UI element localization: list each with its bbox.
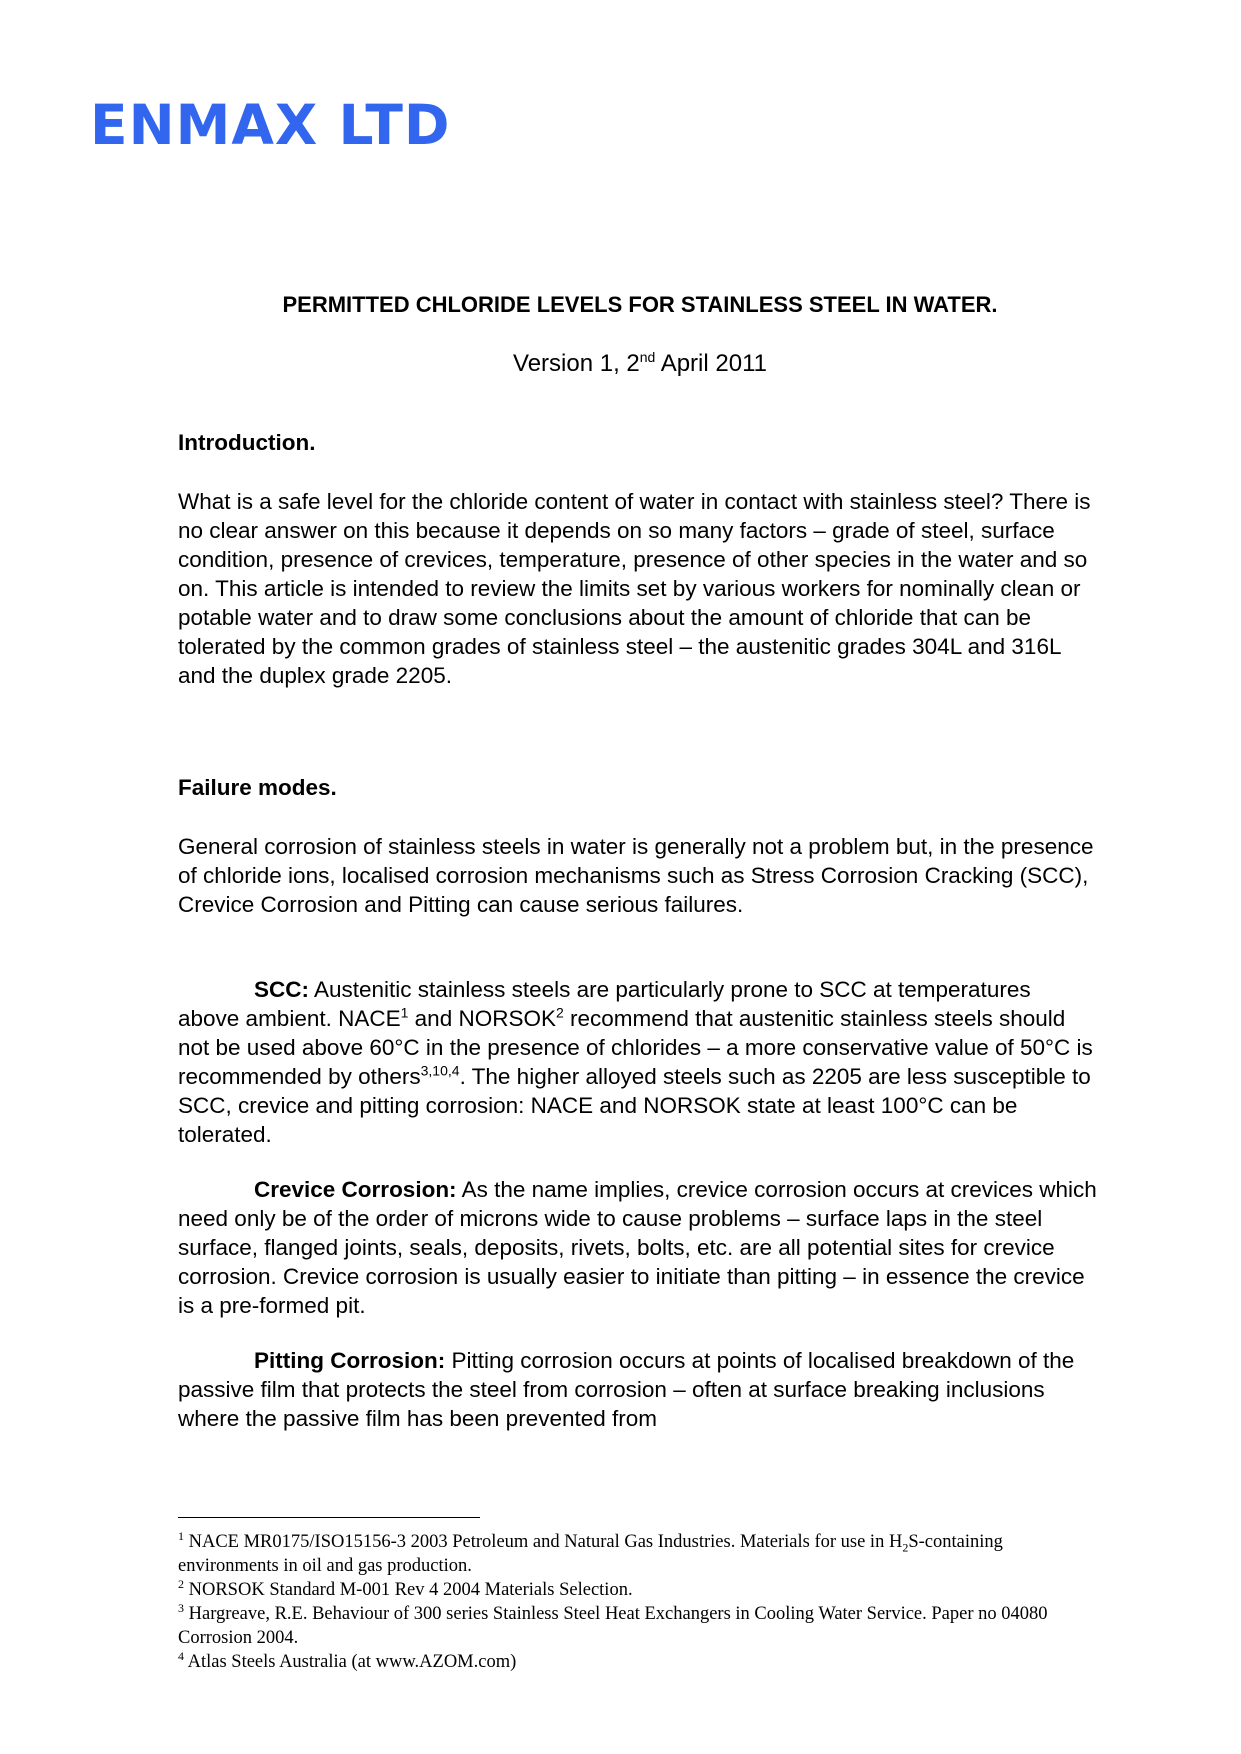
pitting-text: Pitting corrosion occurs at points of localised breakdown of the passive film that protects the steel from corrosion – often at surface breaking inclusions where the passive film has been prevented from	[178, 1348, 1075, 1431]
crevice-label: Crevice Corrosion:	[254, 1177, 457, 1202]
footnote-number: 4	[178, 1648, 184, 1663]
failure-modes-heading: Failure modes.	[178, 775, 337, 800]
footnote-number: 2	[178, 1576, 184, 1591]
document-version	[0, 350, 1241, 378]
footnote-text: Atlas Steels Australia (at www.AZOM.com)	[184, 1652, 517, 1672]
version-prefix: Version 1, 2	[513, 350, 640, 377]
footnote-text: Hargreave, R.E. Behaviour of 300 series Stainless Steel Heat Exchangers in Cooling Water Service. Paper no 04080 Corrosion 2004.	[178, 1604, 1048, 1648]
footnote-ref-2[interactable]: 2	[555, 1004, 564, 1021]
version-suffix: April 2011	[655, 350, 767, 377]
scc-text-4: . The higher alloyed steels such as 2205 are less susceptible to SCC, crevice and pitting corrosion: NACE and NORSOK state at least 100°C can be tolerated.	[178, 1064, 1091, 1147]
scc-text-2: and NORSOK	[408, 1006, 556, 1031]
scc-text-1: Austenitic stainless steels are particularly prone to SCC at temperatures above ambient. NACE	[178, 977, 1031, 1031]
crevice-paragraph	[178, 1175, 1098, 1320]
footnote-3	[178, 1602, 1098, 1650]
footnote-subscript: 2	[902, 1540, 909, 1555]
footnote-ref-3-10-4[interactable]: 3,10,4	[420, 1062, 460, 1079]
introduction-paragraph: What is a safe level for the chloride content of water in contact with stainless steel? There is no clear answer on this because it depends on so many factors – grade of steel, surface condition, presence of crevices, temperature, presence of other species in the water and so on. This article is intended to review the limits set by various workers for nominally clean or potable water and to draw some conclusions about the amount of chloride that can be tolerated by the common grades of stainless steel – the austenitic grades 304L and 316L and the duplex grade 2205.	[178, 489, 1091, 688]
failure-modes-paragraph: General corrosion of stainless steels in water is generally not a problem but, in the presence of chloride ions, localised corrosion mechanisms such as Stress Corrosion Cracking (SCC), Crevice Corrosion and Pitting can cause serious failures.	[178, 834, 1094, 917]
introduction-heading: Introduction.	[178, 430, 316, 455]
pitting-paragraph	[178, 1346, 1098, 1433]
footnote-ref-1[interactable]: 1	[400, 1004, 409, 1021]
company-logo: ENMAX LTD	[90, 93, 451, 157]
version-ordinal: nd	[639, 349, 656, 365]
footnote-2	[178, 1578, 1098, 1602]
footnote-text: S-containing environments in oil and gas production.	[178, 1532, 1003, 1576]
footnotes	[178, 1530, 1098, 1674]
pitting-label: Pitting Corrosion:	[254, 1348, 446, 1373]
footnote-text: NACE MR0175/ISO15156-3 2003 Petroleum and Natural Gas Industries. Materials for use in H	[184, 1532, 903, 1552]
document-title: PERMITTED CHLORIDE LEVELS FOR STAINLESS STEEL IN WATER.	[282, 292, 998, 317]
scc-paragraph	[178, 975, 1098, 1149]
footnote-1	[178, 1530, 1098, 1578]
footnote-number: 3	[178, 1600, 184, 1615]
footnote-4	[178, 1650, 1098, 1674]
footnote-separator	[178, 1517, 480, 1518]
footnote-text: NORSOK Standard M-001 Rev 4 2004 Materials Selection.	[184, 1580, 633, 1600]
scc-text-3: recommend that austenitic stainless steels should not be used above 60°C in the presence of chlorides – a more conservative value of 50°C is recommended by others	[178, 1006, 1093, 1089]
footnote-number: 1	[178, 1528, 184, 1543]
crevice-text: As the name implies, crevice corrosion occurs at crevices which need only be of the order of microns wide to cause problems – surface laps in the steel surface, flanged joints, seals, deposits, rivets, bolts, etc. are all potential sites for crevice corrosion. Crevice corrosion is usually easier to initiate than pitting – in essence the crevice is a pre-formed pit.	[178, 1177, 1097, 1318]
scc-label: SCC:	[254, 977, 309, 1002]
